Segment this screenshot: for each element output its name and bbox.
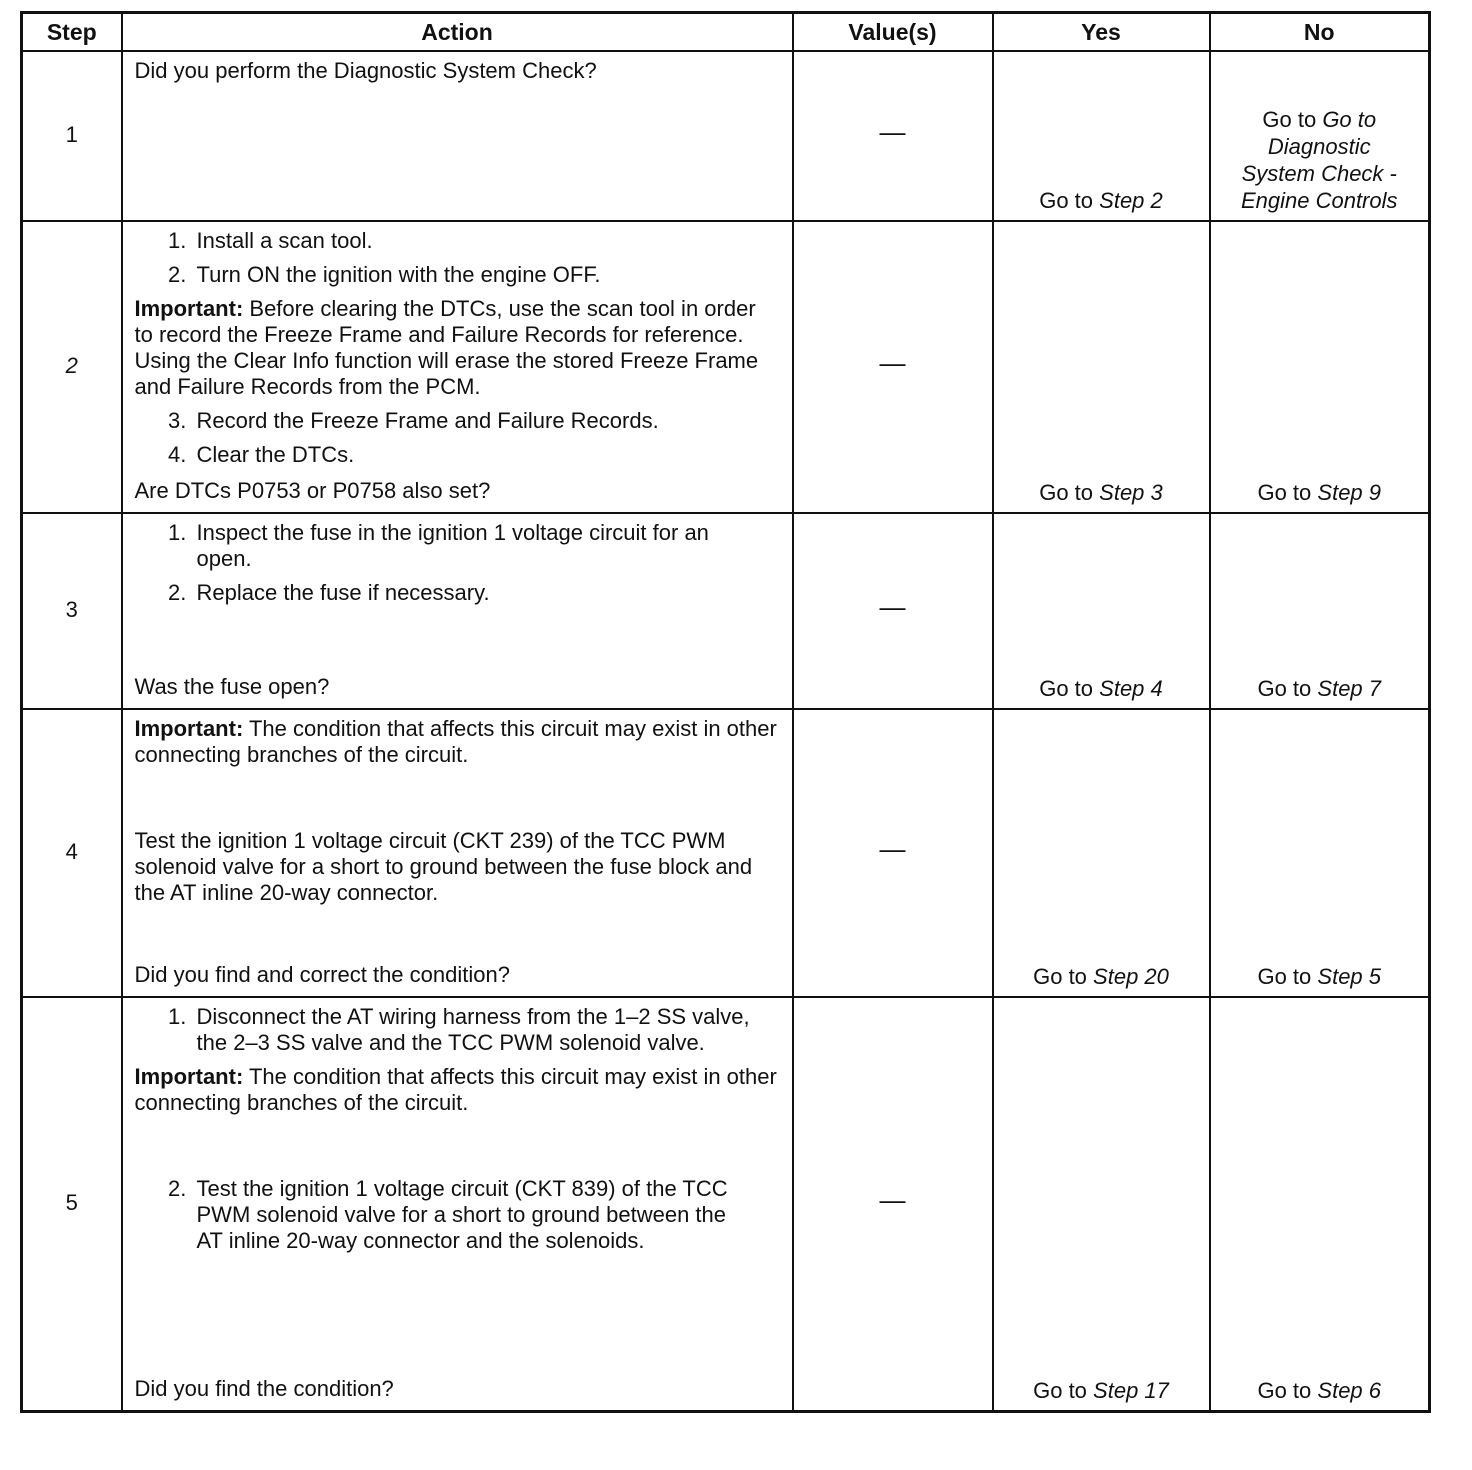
- yes-goto: Go to Step 3: [1039, 480, 1163, 505]
- no-goto: [1215, 106, 1425, 214]
- header-no: No: [1210, 13, 1430, 52]
- value-dash: —: [879, 591, 906, 622]
- instruction-item: 3. Record the Freeze Frame and Failure Records.: [193, 408, 780, 434]
- no-line: Engine Controls: [1240, 188, 1398, 213]
- instruction-item: 2. Replace the fuse if necessary.: [193, 580, 740, 606]
- yes-goto: Go to Step 4: [1039, 676, 1163, 701]
- header-yes: Yes: [993, 13, 1210, 52]
- step-number: 3: [65, 597, 78, 622]
- diagnostic-table: [20, 11, 1431, 1413]
- value-dash: —: [879, 1184, 906, 1215]
- no-goto: Go to Step 6: [1257, 1378, 1382, 1403]
- step-number: 4: [65, 839, 78, 864]
- no-step-ref: Step 9: [1317, 480, 1382, 505]
- yes-goto: Go to Step 20: [1033, 964, 1169, 989]
- question: Did you find and correct the condition?: [134, 962, 510, 987]
- important-note: Important: The condition that affects this circuit may exist in other connecting branches of the circuit.: [134, 716, 777, 767]
- action-text: [135, 716, 780, 988]
- no-line: Go to Go to Diagnostic: [1262, 107, 1377, 159]
- header-row: [22, 13, 1430, 52]
- table-row: [22, 997, 1430, 1411]
- header-values: Value(s): [793, 13, 993, 52]
- instruction-item: 2. Turn ON the ignition with the engine OFF.: [193, 262, 780, 288]
- header-action: Action: [122, 13, 793, 52]
- instruction-list: [135, 228, 780, 288]
- yes-goto: Go to Step 17: [1033, 1378, 1169, 1403]
- no-goto: Go to Step 7: [1257, 676, 1382, 701]
- instruction-item: 1. Disconnect the AT wiring harness from the 1–2 SS valve, the 2–3 SS valve and the TCC PWM solenoid valve.: [193, 1004, 760, 1056]
- question: Did you perform the Diagnostic System Check?: [134, 58, 597, 83]
- instruction-item: 1. Install a scan tool.: [193, 228, 780, 254]
- no-line: System Check -: [1241, 161, 1397, 186]
- table-row: [22, 709, 1430, 997]
- yes-step-ref: Step 17: [1093, 1378, 1169, 1403]
- no-step-ref: Step 5: [1317, 964, 1382, 989]
- value-dash: —: [879, 347, 906, 378]
- important-note: Important: Before clearing the DTCs, use the scan tool in order to record the Freeze Frame and Failure Records for reference. Using the Clear Info function will erase the stored Freeze Frame and Failure Records from the PCM.: [134, 296, 759, 399]
- yes-step-ref: Step 2: [1099, 188, 1163, 213]
- instruction-list: [135, 1176, 780, 1254]
- value-dash: —: [879, 833, 906, 864]
- question: Are DTCs P0753 or P0758 also set?: [134, 478, 491, 503]
- action-text: [135, 58, 780, 212]
- table-row: [22, 51, 1430, 221]
- instruction-item: 1. Inspect the fuse in the ignition 1 voltage circuit for an open.: [193, 520, 740, 572]
- action-text: [135, 1004, 780, 1402]
- no-goto: Go to Step 9: [1257, 480, 1382, 505]
- instruction-list: [135, 1004, 780, 1056]
- test-instruction: Test the ignition 1 voltage circuit (CKT 239) of the TCC PWM solenoid valve for a short to ground between the fuse block and the AT inline 20-way connector.: [134, 828, 753, 905]
- no-goto: Go to Step 5: [1257, 964, 1382, 989]
- instruction-item: 4. Clear the DTCs.: [193, 442, 780, 468]
- table-row: [22, 221, 1430, 513]
- instruction-list: [135, 408, 780, 468]
- yes-step-ref: Step 20: [1093, 964, 1169, 989]
- instruction-list: [135, 520, 780, 606]
- instruction-item: 2. Test the ignition 1 voltage circuit (CKT 839) of the TCC PWM solenoid valve for a short to ground between the AT inline 20-way connector and the solenoids.: [193, 1176, 740, 1254]
- action-text: [135, 228, 780, 504]
- step-number: 2: [65, 353, 78, 378]
- table-row: [22, 513, 1430, 709]
- question: Did you find the condition?: [134, 1376, 394, 1401]
- action-text: [135, 520, 780, 700]
- yes-goto: Go to Step 2: [1039, 188, 1163, 213]
- yes-step-ref: Step 3: [1099, 480, 1163, 505]
- important-note: Important: The condition that affects this circuit may exist in other connecting branches of the circuit.: [134, 1064, 777, 1115]
- no-step-ref: Step 6: [1317, 1378, 1382, 1403]
- no-step-ref: Step 7: [1317, 676, 1382, 701]
- header-step: Step: [22, 13, 122, 52]
- value-dash: —: [879, 116, 906, 147]
- yes-step-ref: Step 4: [1099, 676, 1163, 701]
- question: Was the fuse open?: [134, 674, 330, 699]
- step-number: 1: [65, 122, 78, 147]
- step-number: 5: [65, 1190, 78, 1215]
